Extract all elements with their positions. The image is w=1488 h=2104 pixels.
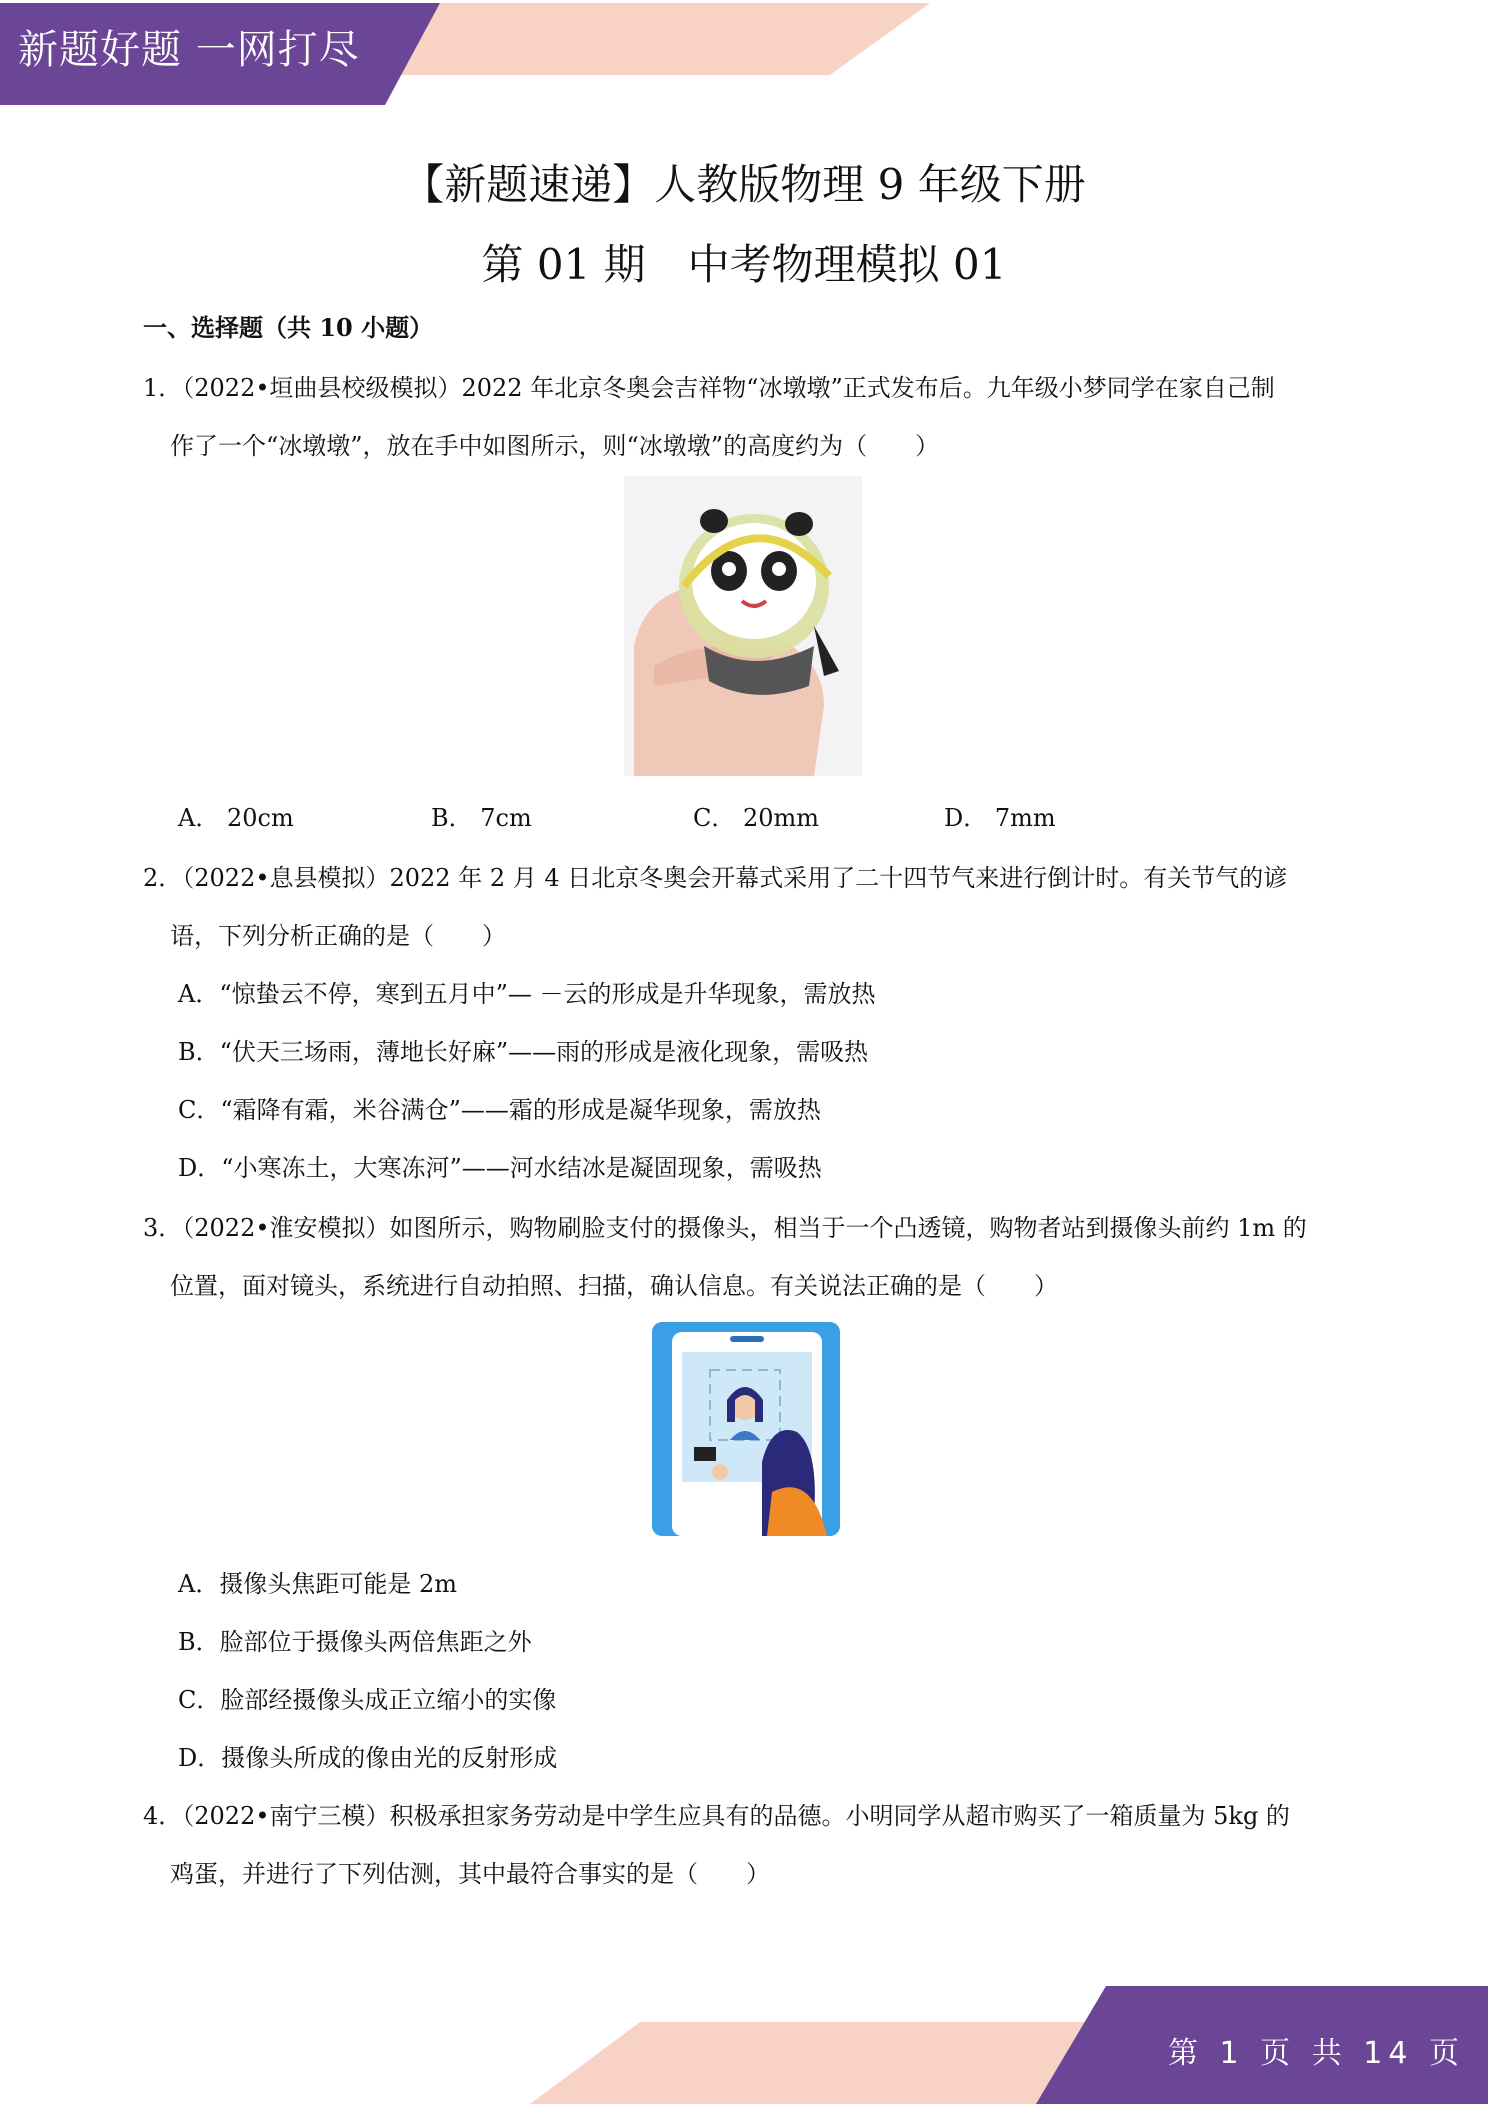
question-3-option-a: A．摄像头焦距可能是 2m <box>178 1570 457 1598</box>
question-3-line2: 位置，面对镜头，系统进行自动拍照、扫描，确认信息。有关说法正确的是（ ） <box>170 1272 1058 1300</box>
face-pay-kiosk-image <box>652 1322 840 1536</box>
question-1-option-b: B． 7cm <box>431 804 532 832</box>
question-1-line2: 作了一个“冰墩墩”，放在手中如图所示，则“冰墩墩”的高度约为（ ） <box>170 432 940 460</box>
question-2-option-b: B．“伏天三场雨，薄地长好麻”——雨的形成是液化现象，需吸热 <box>178 1038 869 1066</box>
question-2-line2: 语，下列分析正确的是（ ） <box>170 922 506 950</box>
question-2-option-c: C．“霜降有霜，米谷满仓”——霜的形成是凝华现象，需放热 <box>178 1096 821 1124</box>
section-heading: 一、选择题（共 10 小题） <box>143 313 434 342</box>
question-1-option-d: D． 7mm <box>944 804 1056 832</box>
question-1-option-a: A． 20cm <box>178 804 294 832</box>
page-subtitle: 第 01 期 中考物理模拟 01 <box>481 240 1007 289</box>
question-1-line1: 1．（2022•垣曲县校级模拟）2022 年北京冬奥会吉祥物“冰墩墩”正式发布后。九年级小梦同学在家自己制 <box>143 374 1275 402</box>
question-3-option-b: B．脸部位于摄像头两倍焦距之外 <box>178 1628 532 1656</box>
question-4-line1: 4．（2022•南宁三模）积极承担家务劳动是中学生应具有的品德。小明同学从超市购买了一箱质量为 5kg 的 <box>143 1802 1290 1830</box>
mascot-in-hand-image <box>624 476 862 776</box>
question-2-option-d: D．“小寒冻土，大寒冻河”——河水结冰是凝固现象，需吸热 <box>178 1154 822 1182</box>
question-2-line1: 2．（2022•息县模拟）2022 年 2 月 4 日北京冬奥会开幕式采用了二十四节气来进行倒计时。有关节气的谚 <box>143 864 1288 892</box>
header-banner-text: 新题好题 一网打尽 <box>18 27 360 73</box>
footer-banner-accent <box>530 2022 1090 2104</box>
question-3-option-c: C．脸部经摄像头成正立缩小的实像 <box>178 1686 557 1714</box>
question-3-line1: 3．（2022•淮安模拟）如图所示，购物刷脸支付的摄像头，相当于一个凸透镜，购物者站到摄像头前约 1m 的 <box>143 1214 1307 1242</box>
question-3-option-d: D．摄像头所成的像由光的反射形成 <box>178 1744 558 1772</box>
question-1-option-c: C． 20mm <box>693 804 820 832</box>
page-title: 【新题速递】人教版物理 9 年级下册 <box>402 160 1086 209</box>
page-number: 第 1 页 共 14 页 <box>1168 2036 1465 2071</box>
question-2-option-a: A．“惊蛰云不停，寒到五月中”— －云的形成是升华现象，需放热 <box>178 980 876 1008</box>
question-4-line2: 鸡蛋，并进行了下列估测，其中最符合事实的是（ ） <box>170 1860 770 1888</box>
